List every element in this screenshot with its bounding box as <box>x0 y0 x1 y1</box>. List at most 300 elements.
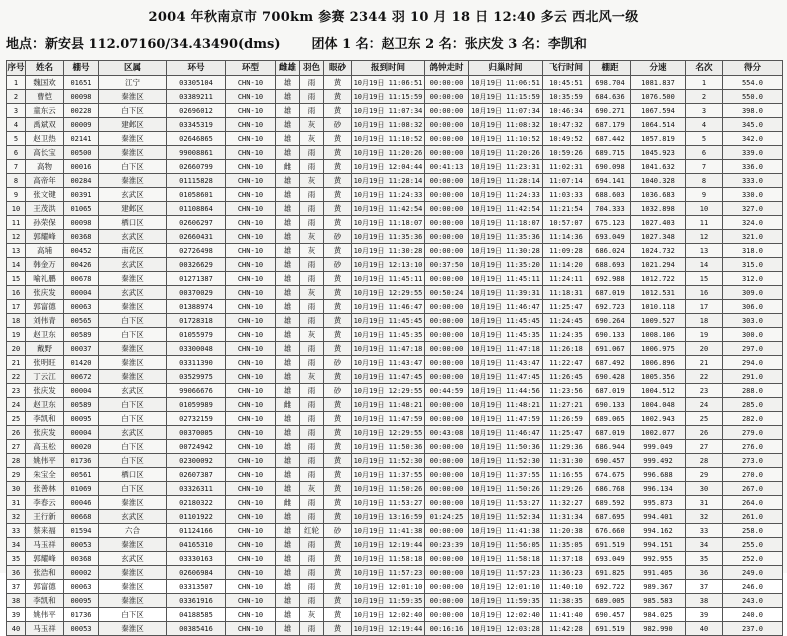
col-ring-type-cell: CHN-10 <box>226 566 276 580</box>
col-index-cell: 20 <box>7 342 26 356</box>
col-rank-cell: 3 <box>686 104 723 118</box>
col-ring-no-cell: 01058601 <box>167 188 226 202</box>
col-ring-no-cell: 03311390 <box>167 356 226 370</box>
col-rank-cell: 38 <box>686 594 723 608</box>
col-index-cell: 25 <box>7 412 26 426</box>
col-score-cell: 282.0 <box>723 412 783 426</box>
col-index-cell: 22 <box>7 370 26 384</box>
col-clock-drift-cell: 00:00:00 <box>425 412 469 426</box>
col-rank-cell: 31 <box>686 496 723 510</box>
col-loft-no-cell: 00063 <box>64 580 99 594</box>
col-distance-cell: 676.660 <box>590 524 631 538</box>
col-rank-cell: 14 <box>686 258 723 272</box>
col-report-time-cell: 10月19日 11:45:35 <box>352 328 425 342</box>
col-ring-no-cell: 03326311 <box>167 482 226 496</box>
col-arrival-time-cell: 10月19日 11:57:23 <box>469 566 543 580</box>
col-sex-cell: 雄 <box>276 188 300 202</box>
results-table <box>6 60 783 636</box>
col-flight-time-header: 飞行时间 <box>543 61 590 76</box>
col-clock-drift-header: 鸽钟走时 <box>425 61 469 76</box>
col-report-time-cell: 10月19日 12:01:10 <box>352 580 425 594</box>
table-row <box>7 496 783 510</box>
col-report-time-cell: 10月19日 11:59:35 <box>352 594 425 608</box>
col-ring-type-cell: CHN-10 <box>226 608 276 622</box>
col-rank-cell: 17 <box>686 300 723 314</box>
col-index-cell: 1 <box>7 76 26 90</box>
col-ring-no-cell: 02607387 <box>167 468 226 482</box>
col-index-cell: 35 <box>7 552 26 566</box>
col-district-cell: 玄武区 <box>99 258 167 272</box>
col-sex-cell: 雄 <box>276 552 300 566</box>
col-flight-time-cell: 11:40:10 <box>543 580 590 594</box>
col-ring-type-cell: CHN-10 <box>226 202 276 216</box>
col-loft-no-cell: 00228 <box>64 104 99 118</box>
col-clock-drift-cell: 00:00:00 <box>425 188 469 202</box>
col-index-cell: 34 <box>7 538 26 552</box>
col-ring-type-cell: CHN-10 <box>226 384 276 398</box>
col-clock-drift-cell: 00:00:00 <box>425 496 469 510</box>
col-district-cell: 秦淮区 <box>99 174 167 188</box>
col-distance-cell: 692.988 <box>590 272 631 286</box>
col-rank-cell: 16 <box>686 286 723 300</box>
col-flight-time-cell: 11:24:11 <box>543 272 590 286</box>
col-distance-cell: 690.457 <box>590 454 631 468</box>
table-row <box>7 202 783 216</box>
col-score-cell: 261.0 <box>723 510 783 524</box>
col-arrival-time-header: 归巢时间 <box>469 61 543 76</box>
col-distance-cell: 690.457 <box>590 608 631 622</box>
col-name-cell: 张文键 <box>26 188 64 202</box>
col-ring-type-cell: CHN-10 <box>226 258 276 272</box>
col-loft-no-cell: 00589 <box>64 398 99 412</box>
col-name-cell: 童东云 <box>26 104 64 118</box>
col-score-header: 得分 <box>723 61 783 76</box>
col-arrival-time-cell: 10月19日 11:43:47 <box>469 356 543 370</box>
table-body <box>7 76 783 636</box>
col-clock-drift-cell: 00:00:00 <box>425 608 469 622</box>
col-color-cell: 灰 <box>300 244 324 258</box>
col-report-time-cell: 10月19日 11:37:55 <box>352 468 425 482</box>
col-eye-cell: 黄 <box>324 552 352 566</box>
table-row <box>7 384 783 398</box>
col-eye-cell: 砂 <box>324 258 352 272</box>
col-eye-cell: 砂 <box>324 384 352 398</box>
col-clock-drift-cell: 00:00:00 <box>425 202 469 216</box>
col-clock-drift-cell: 00:00:00 <box>425 482 469 496</box>
col-distance-cell: 692.722 <box>590 580 631 594</box>
col-index-cell: 38 <box>7 594 26 608</box>
col-arrival-time-cell: 10月19日 11:47:59 <box>469 412 543 426</box>
col-flight-time-cell: 11:14:20 <box>543 258 590 272</box>
col-velocity-cell: 1076.500 <box>631 90 686 104</box>
col-ring-type-cell: CHN-10 <box>226 468 276 482</box>
col-name-cell: 高物 <box>26 160 64 174</box>
col-flight-time-cell: 11:38:35 <box>543 594 590 608</box>
col-name-cell: 孙荣保 <box>26 216 64 230</box>
col-score-cell: 249.0 <box>723 566 783 580</box>
col-ring-type-cell: CHN-10 <box>226 370 276 384</box>
col-eye-cell: 黄 <box>324 90 352 104</box>
col-color-cell: 雨 <box>300 496 324 510</box>
col-color-cell: 灰 <box>300 370 324 384</box>
col-clock-drift-cell: 00:00:00 <box>425 104 469 118</box>
col-distance-cell: 704.333 <box>590 202 631 216</box>
col-rank-cell: 35 <box>686 552 723 566</box>
col-color-cell: 红轮 <box>300 524 324 538</box>
col-ring-no-cell: 02732159 <box>167 412 226 426</box>
col-index-cell: 40 <box>7 622 26 636</box>
col-ring-no-cell: 01388974 <box>167 300 226 314</box>
col-ring-no-cell: 01059989 <box>167 398 226 412</box>
col-arrival-time-cell: 10月19日 11:06:51 <box>469 76 543 90</box>
table-row <box>7 594 783 608</box>
col-flight-time-cell: 11:24:35 <box>543 328 590 342</box>
col-velocity-header: 分速 <box>631 61 686 76</box>
col-score-cell: 339.0 <box>723 146 783 160</box>
col-score-cell: 291.0 <box>723 370 783 384</box>
col-name-cell: 张善林 <box>26 482 64 496</box>
col-velocity-cell: 1027.403 <box>631 216 686 230</box>
col-district-cell: 秦淮区 <box>99 132 167 146</box>
col-loft-no-cell: 00004 <box>64 426 99 440</box>
col-loft-no-cell: 02141 <box>64 132 99 146</box>
col-distance-cell: 687.019 <box>590 426 631 440</box>
col-clock-drift-cell: 00:00:00 <box>425 524 469 538</box>
col-index-cell: 33 <box>7 524 26 538</box>
col-report-time-cell: 10月19日 11:50:26 <box>352 482 425 496</box>
col-loft-no-cell: 01736 <box>64 454 99 468</box>
col-rank-cell: 40 <box>686 622 723 636</box>
col-index-cell: 11 <box>7 216 26 230</box>
col-name-cell: 禹斌双 <box>26 118 64 132</box>
col-rank-header: 名次 <box>686 61 723 76</box>
col-clock-drift-cell: 00:00:00 <box>425 356 469 370</box>
col-rank-cell: 7 <box>686 160 723 174</box>
col-ring-no-cell: 02180322 <box>167 496 226 510</box>
table-row <box>7 440 783 454</box>
col-rank-cell: 2 <box>686 90 723 104</box>
col-district-cell: 白下区 <box>99 328 167 342</box>
col-sex-cell: 雄 <box>276 482 300 496</box>
col-sex-cell: 雄 <box>276 76 300 90</box>
col-name-cell: 李春云 <box>26 496 64 510</box>
col-clock-drift-cell: 00:00:00 <box>425 454 469 468</box>
col-arrival-time-cell: 10月19日 11:23:31 <box>469 160 543 174</box>
col-clock-drift-cell: 00:00:00 <box>425 370 469 384</box>
col-score-cell: 554.0 <box>723 76 783 90</box>
col-clock-drift-cell: 00:00:00 <box>425 314 469 328</box>
col-name-cell: 姚伟平 <box>26 454 64 468</box>
col-score-cell: 276.0 <box>723 440 783 454</box>
col-district-cell: 玄武区 <box>99 188 167 202</box>
col-ring-type-cell: CHN-10 <box>226 146 276 160</box>
col-distance-cell: 688.693 <box>590 258 631 272</box>
col-rank-cell: 37 <box>686 580 723 594</box>
col-arrival-time-cell: 10月19日 11:24:33 <box>469 188 543 202</box>
location-info: 地点：新安县 112.07160/34.43490(dms) <box>6 37 281 52</box>
col-score-cell: 309.0 <box>723 286 783 300</box>
col-ring-type-cell: CHN-10 <box>226 216 276 230</box>
col-distance-cell: 693.049 <box>590 552 631 566</box>
col-district-cell: 秦淮区 <box>99 146 167 160</box>
col-distance-cell: 674.675 <box>590 468 631 482</box>
col-score-cell: 270.0 <box>723 468 783 482</box>
col-distance-cell: 687.695 <box>590 510 631 524</box>
table-row <box>7 272 783 286</box>
col-velocity-cell: 1024.732 <box>631 244 686 258</box>
col-color-cell: 灰 <box>300 174 324 188</box>
col-ring-no-cell: 02300092 <box>167 454 226 468</box>
col-district-cell: 玄武区 <box>99 510 167 524</box>
col-loft-no-cell: 00678 <box>64 272 99 286</box>
col-sex-cell: 雄 <box>276 538 300 552</box>
col-velocity-cell: 991.405 <box>631 566 686 580</box>
col-report-time-cell: 10月19日 11:10:52 <box>352 132 425 146</box>
col-eye-cell: 黄 <box>324 468 352 482</box>
col-distance-cell: 694.141 <box>590 174 631 188</box>
col-report-time-cell: 10月19日 11:07:34 <box>352 104 425 118</box>
col-name-cell: 高帝年 <box>26 174 64 188</box>
col-name-cell: 赵卫热 <box>26 132 64 146</box>
col-sex-cell: 雌 <box>276 160 300 174</box>
col-ring-type-cell: CHN-10 <box>226 104 276 118</box>
col-district-cell: 白下区 <box>99 608 167 622</box>
col-arrival-time-cell: 10月19日 11:15:59 <box>469 90 543 104</box>
team-ranking: 团体 1 名：赵卫东 2 名：张庆发 3 名：李凯和 <box>311 37 587 52</box>
col-district-cell: 秦淮区 <box>99 300 167 314</box>
col-eye-cell: 黄 <box>324 426 352 440</box>
col-velocity-cell: 1004.512 <box>631 384 686 398</box>
col-score-cell: 258.0 <box>723 524 783 538</box>
col-eye-cell: 黄 <box>324 300 352 314</box>
col-distance-cell: 691.067 <box>590 342 631 356</box>
col-distance-cell: 689.065 <box>590 412 631 426</box>
col-district-cell: 秦淮区 <box>99 342 167 356</box>
col-score-cell: 318.0 <box>723 244 783 258</box>
col-distance-cell: 687.442 <box>590 132 631 146</box>
col-velocity-cell: 982.990 <box>631 622 686 636</box>
col-distance-cell: 687.019 <box>590 286 631 300</box>
col-flight-time-cell: 11:24:45 <box>543 314 590 328</box>
col-report-time-cell: 10月19日 11:35:36 <box>352 230 425 244</box>
col-distance-cell: 686.768 <box>590 482 631 496</box>
table-row <box>7 160 783 174</box>
col-clock-drift-cell: 00:44:59 <box>425 384 469 398</box>
col-rank-cell: 19 <box>686 328 723 342</box>
col-report-time-header: 报到时间 <box>352 61 425 76</box>
col-loft-no-cell: 00561 <box>64 468 99 482</box>
col-clock-drift-cell: 00:00:00 <box>425 566 469 580</box>
col-ring-no-cell: 01271387 <box>167 272 226 286</box>
col-report-time-cell: 10月19日 11:28:14 <box>352 174 425 188</box>
col-sex-cell: 雌 <box>276 398 300 412</box>
col-report-time-cell: 10月19日 11:58:18 <box>352 552 425 566</box>
col-velocity-cell: 1005.356 <box>631 370 686 384</box>
col-flight-time-cell: 11:31:34 <box>543 510 590 524</box>
col-velocity-cell: 1045.923 <box>631 146 686 160</box>
col-color-cell: 雨 <box>300 594 324 608</box>
col-eye-cell: 黄 <box>324 454 352 468</box>
col-color-cell: 雨 <box>300 342 324 356</box>
col-rank-cell: 22 <box>686 370 723 384</box>
col-loft-no-cell: 00095 <box>64 412 99 426</box>
col-distance-cell: 687.019 <box>590 384 631 398</box>
col-clock-drift-cell: 00:00:00 <box>425 300 469 314</box>
col-index-cell: 9 <box>7 188 26 202</box>
col-district-cell: 六合 <box>99 524 167 538</box>
col-ring-type-cell: CHN-10 <box>226 342 276 356</box>
col-name-cell: 张浩和 <box>26 566 64 580</box>
col-ring-no-cell: 02660431 <box>167 230 226 244</box>
col-score-cell: 321.0 <box>723 230 783 244</box>
col-loft-no-cell: 00020 <box>64 440 99 454</box>
col-ring-type-cell: CHN-10 <box>226 244 276 258</box>
col-index-cell: 30 <box>7 482 26 496</box>
col-sex-cell: 雄 <box>276 580 300 594</box>
col-flight-time-cell: 11:07:14 <box>543 174 590 188</box>
col-sex-cell: 雌 <box>276 496 300 510</box>
col-index-cell: 29 <box>7 468 26 482</box>
col-distance-cell: 690.264 <box>590 314 631 328</box>
table-row <box>7 454 783 468</box>
col-distance-cell: 690.133 <box>590 398 631 412</box>
col-color-header: 羽色 <box>300 61 324 76</box>
col-color-cell: 灰 <box>300 482 324 496</box>
col-score-cell: 333.0 <box>723 174 783 188</box>
col-rank-cell: 4 <box>686 118 723 132</box>
col-color-cell: 雨 <box>300 580 324 594</box>
col-index-cell: 4 <box>7 118 26 132</box>
col-distance-cell: 688.603 <box>590 188 631 202</box>
col-rank-cell: 36 <box>686 566 723 580</box>
col-ring-no-header: 环号 <box>167 61 226 76</box>
col-velocity-cell: 996.134 <box>631 482 686 496</box>
col-ring-no-cell: 03389211 <box>167 90 226 104</box>
col-ring-no-cell: 99008861 <box>167 146 226 160</box>
col-clock-drift-cell: 00:00:00 <box>425 76 469 90</box>
col-score-cell: 255.0 <box>723 538 783 552</box>
col-velocity-cell: 1040.328 <box>631 174 686 188</box>
col-report-time-cell: 10月19日 12:04:44 <box>352 160 425 174</box>
col-loft-no-cell: 00565 <box>64 314 99 328</box>
col-ring-type-cell: CHN-10 <box>226 300 276 314</box>
col-ring-no-cell: 03361916 <box>167 594 226 608</box>
col-distance-cell: 689.005 <box>590 594 631 608</box>
col-color-cell: 雨 <box>300 216 324 230</box>
col-ring-no-cell: 04165310 <box>167 538 226 552</box>
col-name-cell: 喻礼鹏 <box>26 272 64 286</box>
col-arrival-time-cell: 10月19日 11:30:28 <box>469 244 543 258</box>
col-index-cell: 12 <box>7 230 26 244</box>
col-color-cell: 雨 <box>300 412 324 426</box>
col-loft-no-cell: 00002 <box>64 566 99 580</box>
col-velocity-cell: 1008.106 <box>631 328 686 342</box>
col-district-cell: 秦淮区 <box>99 272 167 286</box>
table-row <box>7 104 783 118</box>
col-index-cell: 27 <box>7 440 26 454</box>
col-index-cell: 21 <box>7 356 26 370</box>
col-ring-no-cell: 02726498 <box>167 244 226 258</box>
col-clock-drift-cell: 00:43:08 <box>425 426 469 440</box>
col-loft-no-cell: 00452 <box>64 244 99 258</box>
col-name-cell: 张明旺 <box>26 356 64 370</box>
col-arrival-time-cell: 10月19日 11:08:32 <box>469 118 543 132</box>
col-clock-drift-cell: 00:00:00 <box>425 118 469 132</box>
col-distance-cell: 693.049 <box>590 230 631 244</box>
col-loft-no-cell: 00391 <box>64 188 99 202</box>
col-flight-time-cell: 11:23:56 <box>543 384 590 398</box>
col-ring-type-cell: CHN-10 <box>226 356 276 370</box>
col-flight-time-cell: 11:22:47 <box>543 356 590 370</box>
col-eye-cell: 黄 <box>324 160 352 174</box>
col-eye-cell: 黄 <box>324 188 352 202</box>
col-clock-drift-cell: 00:00:00 <box>425 342 469 356</box>
col-ring-type-cell: CHN-10 <box>226 538 276 552</box>
col-report-time-cell: 10月19日 11:24:33 <box>352 188 425 202</box>
col-ring-no-cell: 02606984 <box>167 566 226 580</box>
col-ring-type-cell: CHN-10 <box>226 412 276 426</box>
table-row <box>7 146 783 160</box>
col-report-time-cell: 10月19日 11:46:47 <box>352 300 425 314</box>
col-ring-type-cell: CHN-10 <box>226 132 276 146</box>
col-sex-cell: 雄 <box>276 230 300 244</box>
col-arrival-time-cell: 10月19日 11:48:21 <box>469 398 543 412</box>
table-row <box>7 468 783 482</box>
col-arrival-time-cell: 10月19日 11:46:47 <box>469 300 543 314</box>
col-arrival-time-cell: 10月19日 11:44:56 <box>469 384 543 398</box>
col-district-cell: 江宁 <box>99 76 167 90</box>
col-color-cell: 雨 <box>300 300 324 314</box>
page-title: 2004 年秋南京市 700km 参赛 2344 羽 10 月 18 日 12:40 多云 西北风一级 <box>148 10 639 25</box>
col-clock-drift-cell: 00:00:00 <box>425 244 469 258</box>
col-score-cell: 324.0 <box>723 216 783 230</box>
col-name-cell: 马玉祥 <box>26 622 64 636</box>
col-sex-cell: 雄 <box>276 566 300 580</box>
col-sex-cell: 雄 <box>276 90 300 104</box>
col-clock-drift-cell: 00:00:00 <box>425 440 469 454</box>
col-rank-cell: 29 <box>686 468 723 482</box>
col-index-cell: 2 <box>7 90 26 104</box>
col-velocity-cell: 992.955 <box>631 552 686 566</box>
col-ring-no-cell: 01101922 <box>167 510 226 524</box>
col-arrival-time-cell: 10月19日 11:37:55 <box>469 468 543 482</box>
col-district-cell: 秦淮区 <box>99 538 167 552</box>
col-loft-no-cell: 00063 <box>64 300 99 314</box>
col-arrival-time-cell: 10月19日 11:20:26 <box>469 146 543 160</box>
col-ring-type-header: 环型 <box>226 61 276 76</box>
col-velocity-cell: 985.583 <box>631 594 686 608</box>
table-row <box>7 356 783 370</box>
col-name-cell: 王行新 <box>26 510 64 524</box>
col-index-cell: 6 <box>7 146 26 160</box>
col-name-cell: 韩金万 <box>26 258 64 272</box>
col-eye-cell: 黄 <box>324 202 352 216</box>
table-row <box>7 244 783 258</box>
col-flight-time-cell: 10:57:07 <box>543 216 590 230</box>
col-ring-type-cell: CHN-10 <box>226 426 276 440</box>
col-score-cell: 264.0 <box>723 496 783 510</box>
col-flight-time-cell: 10:47:32 <box>543 118 590 132</box>
col-ring-type-cell: CHN-10 <box>226 524 276 538</box>
col-flight-time-cell: 11:03:33 <box>543 188 590 202</box>
col-flight-time-cell: 11:20:38 <box>543 524 590 538</box>
col-loft-no-cell: 00009 <box>64 118 99 132</box>
col-sex-cell: 雄 <box>276 412 300 426</box>
table-row <box>7 342 783 356</box>
col-score-cell: 300.0 <box>723 328 783 342</box>
col-flight-time-cell: 11:37:18 <box>543 552 590 566</box>
col-district-cell: 玄武区 <box>99 426 167 440</box>
